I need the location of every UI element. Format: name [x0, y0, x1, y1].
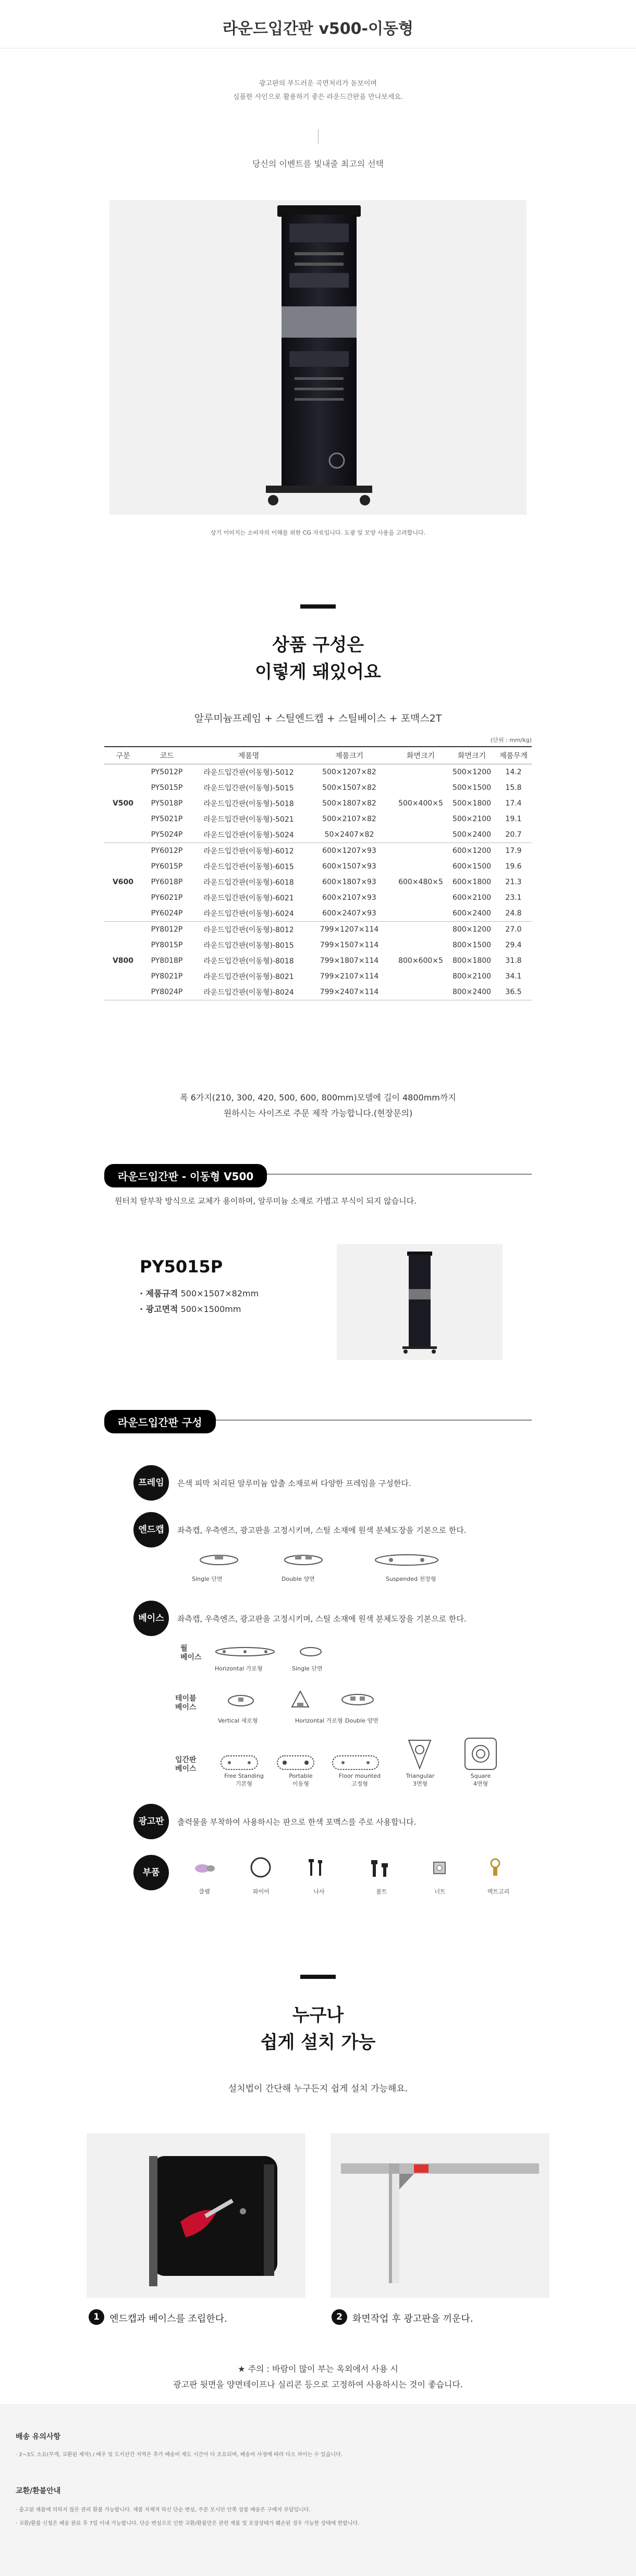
- weight-cell: 17.4: [505, 799, 522, 808]
- table-row: [104, 937, 532, 953]
- parts-badge: 부품: [133, 1855, 169, 1890]
- weight-cell: 34.1: [505, 972, 522, 981]
- weight-cell: 29.4: [505, 941, 522, 949]
- weight-cell: 27.0: [505, 925, 522, 934]
- group-cell: V800: [104, 922, 142, 1000]
- step2-number: 2: [332, 2309, 347, 2325]
- name-cell: 라운드입간판(이동형)-6018: [203, 878, 294, 887]
- screen-cell: 600×2100: [452, 894, 492, 902]
- table-row: [104, 859, 532, 874]
- code-cell: PY5015P: [151, 784, 183, 792]
- stand-item-en: Free Standing: [224, 1773, 264, 1779]
- wall-base-illustrations: [209, 1642, 365, 1663]
- size-note-2: 원하시는 사이즈로 주문 제작 가능합니다.(현장문의): [223, 1108, 413, 1118]
- unit-label: (단위 : mm/kg): [490, 737, 532, 744]
- stand-item-ko: 기본형: [236, 1780, 252, 1787]
- code-cell: PY6024P: [142, 906, 192, 922]
- stand-base-label-1: 입간판: [175, 1756, 197, 1764]
- composition-title-2: 이렇게 돼있어요: [255, 662, 381, 683]
- wall-horizontal-label: Horizontal 가로형: [215, 1665, 263, 1672]
- weight-cell: 17.9: [505, 847, 522, 855]
- screen-cell: 800×1800: [452, 957, 492, 965]
- ship-title: 배송 유의사항: [16, 2433, 61, 2441]
- endcap-illustrations: [182, 1549, 506, 1572]
- install-title-1: 누구나: [292, 2005, 344, 2026]
- spec-value: 500×1500mm: [180, 1304, 241, 1314]
- section-bar: [300, 604, 336, 609]
- screen-cell: 500×1200: [452, 768, 492, 776]
- table-base-illustrations: [214, 1684, 391, 1715]
- screen-cell: 600×1800: [452, 878, 492, 886]
- spec-table-wrap: [104, 746, 532, 1000]
- table-row: [104, 984, 532, 1000]
- footer: [0, 2404, 636, 2576]
- composition-formula: 알루미늄프레임 + 스틸엔드캡 + 스틸베이스 + 포맥스2T: [194, 713, 442, 724]
- install-step2-image: [331, 2133, 549, 2298]
- size-cell: 799×1207×114: [320, 925, 379, 934]
- name-cell: 라운드입간판(이동형)-6021: [203, 894, 294, 902]
- table-row: [104, 874, 532, 890]
- code-cell: PY5018P: [151, 799, 183, 808]
- code-cell: PY8015P: [151, 941, 183, 949]
- endcap-single-label: Single 단면: [192, 1576, 223, 1582]
- code-cell: PY6018P: [151, 878, 183, 886]
- screen-group-cell: 800×600×5: [393, 922, 448, 1000]
- screen-cell: 500×1500: [452, 784, 492, 792]
- name-cell: 라운드입간판(이동형)-6012: [203, 847, 294, 856]
- stand-base-label: [175, 1756, 197, 1774]
- name-cell: 라운드입간판(이동형)-8015: [203, 942, 294, 950]
- spec-product-size: [140, 1287, 259, 1299]
- return-text-1: · 출고된 제품에 의하지 않은 관리 환불 가능합니다. 제품 자체적 하신 단순 변심, 주문 모시던 안쪽 상품 배송은 구매자 부담입니다.: [16, 2507, 311, 2513]
- column-header: 화면크기: [393, 747, 448, 764]
- stand-item-ko: 고정형: [351, 1780, 368, 1787]
- frame-badge: 프레임: [133, 1465, 169, 1501]
- size-cell: 600×1807×93: [322, 878, 376, 886]
- bolt-icon: [371, 1860, 388, 1877]
- part-label: 나사: [313, 1888, 325, 1895]
- weight-cell: 15.8: [505, 784, 522, 792]
- intro-line-1: 광고판의 부드러운 곡면처리가 돋보이며: [259, 80, 377, 88]
- name-cell: 라운드입간판(이동형)-5015: [203, 784, 294, 792]
- signboard-illustration: [109, 200, 527, 515]
- name-cell: 라운드입간판(이동형)-8021: [203, 973, 294, 981]
- column-header: 제품크기: [305, 747, 393, 764]
- stand-free-label: [218, 1773, 270, 1788]
- stand-item-ko: 이동형: [292, 1780, 309, 1787]
- weight-cell: 14.2: [505, 768, 522, 776]
- spec-ad-area: [140, 1303, 241, 1315]
- table-row: [104, 906, 532, 922]
- weight-cell: 20.7: [495, 827, 532, 843]
- step1-text: 엔드캡과 베이스를 조립한다.: [109, 2313, 227, 2324]
- section1-desc: 원터치 탈부착 방식으로 교체가 용이하며, 알루미늄 소재로 가볍고 부식이 되지 않습니다.: [115, 1196, 417, 1206]
- spec-label: · 제품규격: [140, 1289, 178, 1298]
- screen-cell: 800×1500: [452, 941, 492, 949]
- size-cell: 799×2407×114: [305, 984, 393, 1000]
- table-base-label: [175, 1694, 197, 1712]
- return-text-2: · 교환/환불 신청은 배송 완료 후 7일 이내 가능합니다. 단순 변심으로 인한 교환/환불만은 관련 제품 및 포장상태가 훼손된 경우 가능한 상태에 한합니다.: [16, 2521, 360, 2527]
- table-horizontal-label: Horizontal 가로형: [295, 1717, 343, 1724]
- screen-cell: 800×2400: [448, 984, 495, 1000]
- stand-portable-label: [275, 1773, 327, 1788]
- size-cell: 600×1207×93: [322, 847, 376, 855]
- name-cell: 라운드입간판(이동형)-8012: [203, 926, 294, 934]
- column-header: 제품명: [192, 747, 305, 764]
- section-bar: [300, 1975, 336, 1979]
- base-badge: 베이스: [133, 1601, 169, 1636]
- composition-title-1: 상품 구성은: [272, 635, 364, 655]
- stand-item-en: Floor mounted: [338, 1773, 381, 1779]
- table-base-label-2: 베이스: [175, 1703, 197, 1712]
- endcap-double-label: Double 양면: [282, 1576, 315, 1582]
- wall-single-label: Single 단면: [292, 1665, 323, 1672]
- clamp-icon: [195, 1864, 215, 1873]
- weight-cell: 31.8: [505, 957, 522, 965]
- intro-line-2: 심플한 사인으로 활용하기 좋은 라운드간판을 만나보세요.: [233, 93, 403, 101]
- table-row: [104, 922, 532, 938]
- part-label: 너트: [434, 1888, 446, 1895]
- signboard-thumbnail-illustration: [337, 1244, 503, 1360]
- code-cell: PY6021P: [151, 894, 183, 902]
- part-label: 렉트고리: [487, 1888, 510, 1895]
- size-cell: 600×1507×93: [322, 862, 376, 871]
- size-cell: 500×1807×82: [322, 799, 376, 808]
- weight-cell: 19.6: [505, 862, 522, 871]
- code-cell: PY6012P: [151, 847, 183, 855]
- screen-cell: 500×2100: [452, 815, 492, 823]
- code-cell: PY8018P: [151, 957, 183, 965]
- table-row: [104, 796, 532, 811]
- endcap-suspended-label: Suspended 천장형: [386, 1576, 436, 1582]
- table-row: [104, 890, 532, 906]
- name-cell: 라운드입간판(이동형)-5018: [203, 800, 294, 808]
- hero-image: [109, 200, 527, 515]
- page-title: 라운드입간판 v500-이동형: [223, 20, 413, 38]
- size-cell: 799×1507×114: [320, 941, 379, 949]
- code-cell: PY5012P: [151, 768, 183, 776]
- adboard-badge: 광고판: [133, 1804, 169, 1839]
- part-label: 와이어: [253, 1888, 270, 1895]
- stand-square-label: [460, 1773, 502, 1788]
- size-note-1: 폭 6가지(210, 300, 420, 500, 600, 800mm)모델에 길이 4800mm까지: [180, 1093, 456, 1103]
- size-cell: 799×2107×114: [320, 972, 379, 981]
- section-label: 라운드입간판 - 이동형 V500: [104, 1164, 267, 1187]
- table-vertical-label: Vertical 세로형: [218, 1717, 258, 1724]
- code-cell: PY6015P: [151, 862, 183, 871]
- assembly-illustration: [87, 2133, 305, 2298]
- section-label: 라운드입간판 구성: [104, 1410, 216, 1433]
- screen-cell: 600×1500: [452, 862, 492, 871]
- table-row: [104, 953, 532, 969]
- name-cell: 라운드입간판(이동형)-8024: [192, 984, 305, 1000]
- ship-text: · 2~3도 소요(무게, 교환된 제작) / 배우 및 도서산간 지역은 추가 배송비 제도 시간이 다 조요되며, 배송비 사정에 따라 다소 차이는 수 있습니다.: [16, 2452, 343, 2458]
- group-cell: V600: [104, 843, 142, 922]
- stand-item-en: Portable: [289, 1773, 313, 1779]
- install-warning-2: 광고판 뒷면을 양면테이프나 실리콘 등으로 고정하여 사용하시는 것이 좋습니다.: [173, 2380, 463, 2389]
- size-cell: 500×1207×82: [322, 768, 376, 776]
- stand-item-en: Triangular: [406, 1773, 435, 1779]
- size-cell: 799×1807×114: [320, 957, 379, 965]
- adboard-desc: 출력물을 부착하여 사용하시는 판으로 한색 포맥스를 주로 사용합니다.: [177, 1817, 417, 1827]
- screen-cell: 800×1200: [452, 925, 492, 934]
- stand-base-label-2: 베이스: [175, 1765, 197, 1773]
- weight-cell: 21.3: [505, 878, 522, 886]
- screen-cell: 600×1200: [452, 847, 492, 855]
- screen-group-cell: 500×400×5: [393, 764, 448, 843]
- table-row: [104, 780, 532, 796]
- nut-icon: [434, 1862, 445, 1874]
- stand-item-ko: 4면형: [473, 1780, 488, 1787]
- screen-cell: 500×1800: [452, 799, 492, 808]
- code-cell: PY8021P: [151, 972, 183, 981]
- product-thumbnail: [337, 1244, 503, 1360]
- step2-text: 화면작업 후 광고판을 끼운다.: [352, 2313, 473, 2324]
- return-title: 교환/환불안내: [16, 2487, 61, 2495]
- code-cell: PY8024P: [142, 984, 192, 1000]
- table-double-label: Double 양면: [345, 1717, 378, 1724]
- endcap-badge: 엔드캡: [133, 1512, 169, 1547]
- name-cell: 라운드입간판(이동형)-5021: [203, 815, 294, 824]
- name-cell: 라운드입간판(이동형)-6024: [192, 906, 305, 922]
- hero-caption: 상기 이미지는 소비자의 이해를 위한 CG 자료입니다. 도광 및 모양 사용을 고려합니다.: [210, 529, 426, 536]
- wall-base-label: [180, 1644, 202, 1662]
- size-cell: 50×2407×82: [305, 827, 393, 843]
- name-cell: 라운드입간판(이동형)-8018: [203, 957, 294, 965]
- table-row: [104, 827, 532, 843]
- name-cell: 라운드입간판(이동형)-5012: [203, 769, 294, 777]
- table-row: [104, 764, 532, 781]
- spec-table: [104, 746, 532, 1000]
- code-cell: PY8012P: [151, 925, 183, 934]
- weight-cell: 24.8: [495, 906, 532, 922]
- step1-number: 1: [89, 2309, 104, 2325]
- stand-triangular-label: [399, 1773, 441, 1788]
- screen-cell: 500×2400: [448, 827, 495, 843]
- size-cell: 600×2107×93: [322, 894, 376, 902]
- code-cell: PY5024P: [142, 827, 192, 843]
- name-cell: 라운드입간판(이동형)-6015: [203, 863, 294, 871]
- screen-cell: 600×2400: [448, 906, 495, 922]
- install-title-2: 쉽게 설치 가능: [260, 2032, 376, 2053]
- wall-base-label-1: 월: [180, 1644, 188, 1653]
- frame-desc: 은색 피막 처리된 알루미늄 압출 소재로써 다양한 프레임을 구성한다.: [177, 1479, 411, 1488]
- base-desc: 좌측캡, 우측엔즈, 광고판을 고정시키며, 스틸 소재에 원색 분체도장을 기본으로 한다.: [177, 1614, 467, 1624]
- model-code: PY5015P: [140, 1257, 223, 1277]
- group-cell: V500: [104, 764, 142, 843]
- page-header: [0, 0, 636, 48]
- ring-hook-icon: [491, 1859, 499, 1876]
- spec-label: · 광고면적: [140, 1304, 178, 1314]
- wire-icon: [251, 1858, 270, 1877]
- wall-base-label-2: 베이스: [180, 1653, 202, 1662]
- table-row: [104, 969, 532, 984]
- size-cell: 500×1507×82: [322, 784, 376, 792]
- install-subtitle: 설치법이 간단해 누구든지 쉽게 설치 가능해요.: [228, 2084, 408, 2094]
- screw-icon: [309, 1859, 322, 1876]
- weight-cell: 23.1: [505, 894, 522, 902]
- stand-item-en: Square: [470, 1773, 491, 1779]
- divider: [318, 129, 319, 144]
- column-header: 화면크기: [448, 747, 495, 764]
- table-row: [104, 843, 532, 859]
- parts-illustrations: [177, 1853, 532, 1884]
- install-step1-image: [87, 2133, 305, 2298]
- part-label: 볼트: [376, 1888, 387, 1895]
- install-warning-1: ★ 주의 : 바람이 많이 부는 옥외에서 사용 시: [238, 2364, 398, 2374]
- adboard-insert-illustration: [331, 2133, 549, 2298]
- tagline: 당신의 이벤트를 빛내줄 최고의 선택: [252, 159, 384, 169]
- code-cell: PY5021P: [151, 815, 183, 823]
- spec-value: 500×1507×82mm: [180, 1289, 259, 1298]
- weight-cell: 19.1: [505, 815, 522, 823]
- part-label: 클램: [199, 1888, 210, 1895]
- column-header: 코드: [142, 747, 192, 764]
- column-header: 제품무게: [495, 747, 532, 764]
- column-header: 구분: [104, 747, 142, 764]
- table-base-label-1: 테이블: [175, 1694, 197, 1703]
- endcap-desc: 좌측캡, 우측엔즈, 광고판을 고정시키며, 스틸 소재에 원색 분체도장을 기본으로 한다.: [177, 1526, 467, 1535]
- stand-item-ko: 3면형: [412, 1780, 428, 1787]
- table-header-row: [104, 747, 532, 764]
- stand-floor-label: [334, 1773, 386, 1788]
- screen-group-cell: 600×480×5: [393, 843, 448, 922]
- size-cell: 500×2107×82: [322, 815, 376, 823]
- screen-cell: 800×2100: [452, 972, 492, 981]
- table-row: [104, 811, 532, 827]
- size-cell: 600×2407×93: [305, 906, 393, 922]
- name-cell: 라운드입간판(이동형)-5024: [192, 827, 305, 843]
- weight-cell: 36.5: [495, 984, 532, 1000]
